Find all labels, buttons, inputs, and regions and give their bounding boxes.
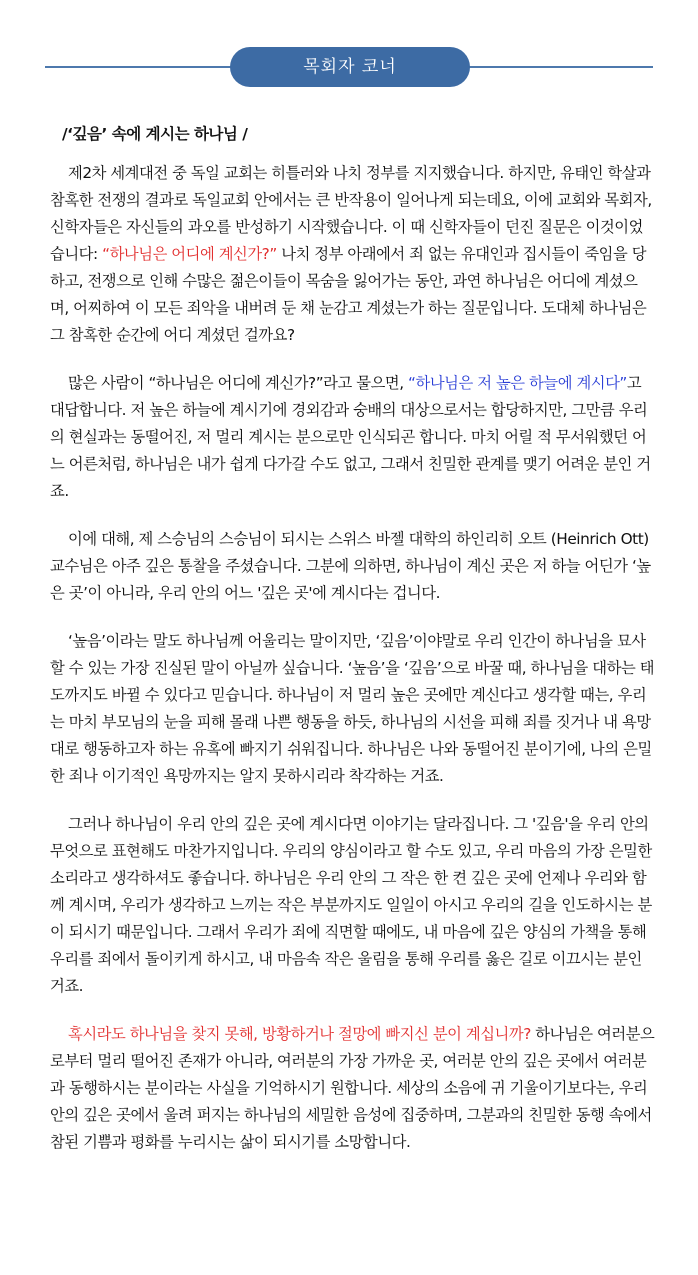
paragraph	[50, 160, 656, 349]
article-body	[50, 160, 656, 1177]
paragraph-text: 제2차 세계대전 중 독일 교회는 히틀러와 나치 정부를 지지했습니다. 하지만, 유태인 학살과 참혹한 전쟁의 결과로 독일교회 안에서는 큰 반작용이 일어나게 되는데요, 이에 교회와 목회자, 신학자들은 자신들의 과오를 반성하기 시작했습니다. 이 때 신학자들이 던진 질문은 이것이었습니다:	[50, 164, 652, 263]
highlight-answer: “하나님은 저 높은 하늘에 계시다”	[408, 374, 627, 392]
paragraph-text: 나치 정부 아래에서 죄 없는 유대인과 집시들이 죽임을 당하고, 전쟁으로 인해 수많은 젊은이들이 목숨을 잃어가는 동안, 과연 하나님은 어디에 계셨으며, 어찌하여 이 모든 죄악을 내버려 둔 채 눈감고 계셨는가 하는 질문입니다. 도대체 하나님은 그 참혹한 순간에 어디 계셨던 걸까요?	[50, 245, 647, 344]
section-badge: 목회자 코너	[230, 47, 470, 87]
highlight-question: 혹시라도 하나님을 찾지 못해, 방황하거나 절망에 빠지신 분이 계십니까?	[68, 1025, 531, 1043]
paragraph-text: 고 대답합니다. 저 높은 하늘에 계시기에 경외감과 숭배의 대상으로서는 합당하지만, 그만큼 우리의 현실과는 동떨어진, 저 멀리 계시는 분으로만 인식되곤 합니다. 마치 어릴 적 무서워했던 어느 어른처럼, 하나님은 내가 쉽게 다가갈 수도 없고, 그래서 친밀한 관계를 맺기 어려운 분인 거죠.	[50, 374, 651, 500]
paragraph	[50, 1021, 656, 1156]
paragraph-text: 하나님은 여러분으로부터 멀리 떨어진 존재가 아니라, 여러분의 가장 가까운 곳, 여러분 안의 깊은 곳에서 여러분과 동행하시는 분이라는 사실을 기억하시기 원합니다. 세상의 소음에 귀 기울이기보다는, 우리 안의 깊은 곳에서 울려 퍼지는 하나님의 세밀한 음성에 집중하며, 그분과의 친밀한 동행 속에서 참된 기쁨과 평화를 누리시는 삶이 되시기를 소망합니다.	[50, 1025, 655, 1151]
highlight-question: “하나님은 어디에 계신가?”	[102, 245, 277, 263]
paragraph	[50, 370, 656, 505]
paragraph: ‘높음’이라는 말도 하나님께 어울리는 말이지만, ‘깊음’이야말로 우리 인간이 하나님을 묘사할 수 있는 가장 진실된 말이 아닐까 싶습니다. ‘높음’을 ‘깊음’으로 바꿀 때, 하나님을 대하는 태도까지도 바뀔 수 있다고 믿습니다. 하나님이 저 멀리 높은 곳에만 계신다고 생각할 때는, 우리는 마치 부모님의 눈을 피해 몰래 나쁜 행동을 하듯, 하나님의 시선을 피해 죄를 짓거나 내 욕망대로 행동하고자 하는 유혹에 빠지기 쉬워집니다. 하나님은 나와 동떨어진 분이기에, 나의 은밀한 죄나 이기적인 욕망까지는 알지 못하시리라 착각하는 거죠.	[50, 632, 655, 785]
paragraph: 그러나 하나님이 우리 안의 깊은 곳에 계시다면 이야기는 달라집니다. 그 '깊음'을 우리 안의 무엇으로 표현해도 마찬가지입니다. 우리의 양심이라고 할 수도 있고, 우리 마음의 가장 은밀한 소리라고 생각하셔도 좋습니다. 하나님은 우리 안의 그 작은 한 켠 깊은 곳에 언제나 우리와 함께 계시며, 우리가 생각하고 느끼는 작은 부분까지도 일일이 아시고 우리의 길을 인도하시는 분이 되시기 때문입니다. 그래서 우리가 죄에 직면할 때에도, 내 마음에 깊은 양심의 가책을 통해 우리를 죄에서 돌이키게 하시고, 내 마음속 작은 울림을 통해 우리를 옳은 길로 이끄시는 분인 거죠.	[50, 815, 652, 995]
paragraph: 이에 대해, 제 스승님의 스승님이 되시는 스위스 바젤 대학의 하인리히 오트 (Heinrich Ott) 교수님은 아주 깊은 통찰을 주셨습니다. 그분에 의하면, 하나님이 계신 곳은 저 하늘 어딘가 ‘높은 곳’이 아니라, 우리 안의 어느 '깊은 곳'에 계시다는 겁니다.	[50, 530, 651, 602]
article-title: /‘깊음’ 속에 계시는 하나님 /	[62, 125, 248, 143]
section-header	[45, 47, 653, 87]
paragraph-text: 많은 사람이 “하나님은 어디에 계신가?”라고 물으면,	[68, 374, 409, 392]
